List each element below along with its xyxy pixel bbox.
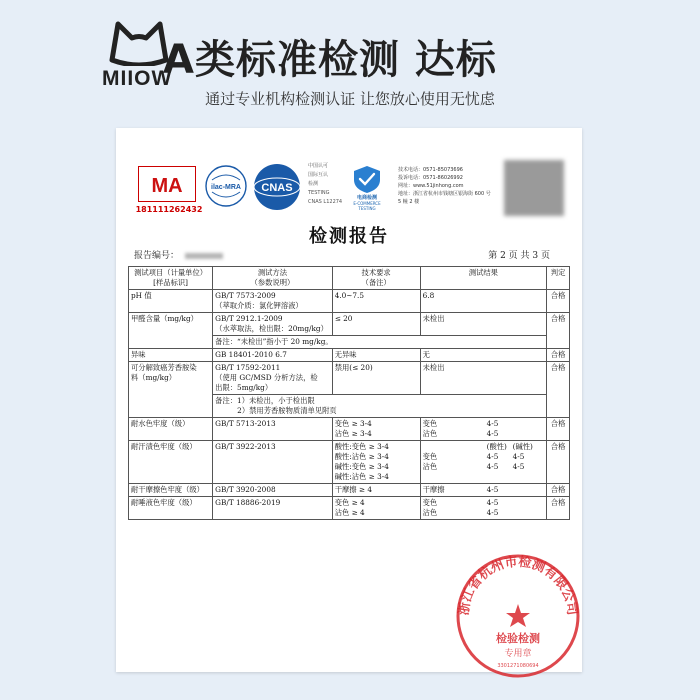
cma-certificate bbox=[134, 166, 203, 218]
cell-verdict: 合格 bbox=[547, 313, 570, 349]
cell-verdict: 合格 bbox=[547, 497, 570, 520]
cell-item: pH 值 bbox=[129, 290, 213, 313]
ecommerce-sub: E-COMMERCE TESTING bbox=[353, 201, 381, 211]
cell-requirement: 4.0~7.5 bbox=[332, 290, 420, 313]
contact-line: 地址：浙江省杭州市钱塘区银海街 600 号 bbox=[398, 191, 491, 197]
cma-icon bbox=[139, 167, 195, 201]
cma-text: MA bbox=[151, 175, 183, 197]
cell-requirement: 酸性:变色 ≥ 3-4 酸性:沾色 ≥ 3-4 碱性:变色 ≥ 3-4 碱性:沾色 ≥ 3-4 bbox=[332, 441, 420, 484]
header-method: 测试方法 （参数说明） bbox=[213, 267, 333, 290]
seal-inner-sub: 专用章 bbox=[504, 649, 532, 659]
seal-star-icon bbox=[506, 604, 530, 627]
ecommerce-testing-logo bbox=[346, 164, 388, 212]
cnas-caption bbox=[308, 162, 342, 207]
contact-line: 投诉电话：0571-86026992 bbox=[398, 175, 463, 181]
official-seal bbox=[454, 552, 582, 680]
contact-line: 技术电话：0571-85073696 bbox=[398, 167, 463, 173]
cma-logo bbox=[138, 166, 196, 202]
seal-serial: 3301271080694 bbox=[497, 663, 539, 669]
cnas-caption-line: TESTING bbox=[308, 190, 330, 196]
report-number bbox=[134, 248, 223, 261]
cnas-caption-line: 中国认可 bbox=[308, 163, 329, 169]
table-row bbox=[129, 362, 570, 395]
cell-verdict: 合格 bbox=[547, 441, 570, 484]
cell-item: 耐水色牢度（级） bbox=[129, 418, 213, 441]
cell-verdict: 合格 bbox=[547, 349, 570, 362]
seal-ring-textpath: 浙江省杭州市检测有限公司 bbox=[456, 554, 580, 617]
brand-name: MIIOW bbox=[102, 67, 173, 90]
cell-result: 干摩擦 4-5 bbox=[420, 484, 547, 497]
cell-method: GB/T 5713-2013 bbox=[213, 418, 333, 441]
header-item: 测试项目（计量单位） [样品标识] bbox=[129, 267, 213, 290]
cell-result: (酸性) (碱性) 变色 4-5 4-5 沾色 4-5 4-5 bbox=[420, 441, 547, 484]
cell-note: 备注：1）未检出，小于检出限 2）禁用芳香胺物质清单见附页 bbox=[213, 395, 547, 418]
cell-requirement: 干摩擦 ≥ 4 bbox=[332, 484, 420, 497]
cell-result: 未检出 bbox=[420, 313, 547, 336]
shield-check-icon bbox=[346, 164, 388, 194]
ecommerce-label: 电商检测 bbox=[356, 195, 377, 201]
cell-requirement: 变色 ≥ 4 沾色 ≥ 4 bbox=[332, 497, 420, 520]
cell-item: 可分解致癌芳香胺染 料（mg/kg） bbox=[129, 362, 213, 418]
ilac-text: ilac-MRA bbox=[211, 184, 241, 191]
cell-method: GB/T 3922-2013 bbox=[213, 441, 333, 484]
qr-code bbox=[504, 160, 564, 216]
cell-verdict: 合格 bbox=[547, 418, 570, 441]
table-row bbox=[129, 497, 570, 520]
cnas-text: CNAS bbox=[261, 182, 293, 194]
contact-line: 网址：www.51jinhong.com bbox=[398, 183, 464, 189]
report-title: 检测报告 bbox=[309, 226, 389, 247]
cell-item: 耐唾液色牢度（级） bbox=[129, 497, 213, 520]
seal-inner-text: 检验检测 bbox=[496, 632, 540, 645]
cat-logo-icon bbox=[108, 20, 170, 66]
hero-title-text: 类标准检测 达标 bbox=[194, 37, 497, 83]
cnas-caption-line: 国际互认 bbox=[308, 172, 329, 178]
results-table bbox=[128, 266, 570, 520]
cell-requirement: 禁用(≤ 20) bbox=[332, 362, 420, 395]
report-paper bbox=[116, 128, 582, 672]
table-row bbox=[129, 313, 570, 336]
cell-item: 耐干摩擦色牢度（级） bbox=[129, 484, 213, 497]
hero-title bbox=[163, 28, 497, 85]
cell-result: 无 bbox=[420, 349, 547, 362]
cell-item: 耐汗渍色牢度（级） bbox=[129, 441, 213, 484]
cell-method: GB/T 7573-2009 （萃取介质：氯化钾溶液） bbox=[213, 290, 333, 313]
cell-method: GB/T 18886-2019 bbox=[213, 497, 333, 520]
cell-requirement: 无异味 bbox=[332, 349, 420, 362]
contact-line: 5 幢 2 楼 bbox=[398, 199, 420, 205]
hero-title-letter: A bbox=[163, 37, 195, 83]
header-requirement: 技术要求 （备注） bbox=[332, 267, 420, 290]
report-number-label: 报告编号： bbox=[134, 251, 180, 261]
table-row bbox=[129, 441, 570, 484]
cell-requirement: ≤ 20 bbox=[332, 313, 420, 336]
cell-note: 备注：“未检出”指小于 20 mg/kg。 bbox=[213, 336, 547, 349]
table-row bbox=[129, 418, 570, 441]
table-row bbox=[129, 290, 570, 313]
certification-row bbox=[128, 158, 572, 218]
table-row bbox=[129, 484, 570, 497]
cell-item: 甲醛含量（mg/kg） bbox=[129, 313, 213, 349]
cell-item: 异味 bbox=[129, 349, 213, 362]
cma-number: 181111262432 bbox=[135, 205, 203, 214]
cell-result: 未检出 bbox=[420, 362, 547, 395]
report-number-redacted bbox=[185, 253, 223, 259]
cell-verdict: 合格 bbox=[547, 362, 570, 418]
cell-method: GB/T 3920-2008 bbox=[213, 484, 333, 497]
cell-result: 6.8 bbox=[420, 290, 547, 313]
cell-result: 变色 4-5 沾色 4-5 bbox=[420, 418, 547, 441]
cell-verdict: 合格 bbox=[547, 484, 570, 497]
hero-subtitle: 通过专业机构检测认证 让您放心使用无忧虑 bbox=[205, 90, 495, 108]
cell-method: GB 18401-2010 6.7 bbox=[213, 349, 333, 362]
cell-result: 变色 4-5 沾色 4-5 bbox=[420, 497, 547, 520]
ilac-mra-icon bbox=[204, 164, 248, 208]
cnas-icon bbox=[252, 162, 302, 212]
header-verdict: 判定 bbox=[547, 267, 570, 290]
cell-verdict: 合格 bbox=[547, 290, 570, 313]
cell-requirement: 变色 ≥ 3-4 沾色 ≥ 3-4 bbox=[332, 418, 420, 441]
cell-method: GB/T 17592-2011 （使用 GC/MSD 分析方法，检 出限：5mg/kg） bbox=[213, 362, 333, 395]
cell-method: GB/T 2912.1-2009 （水萃取法，检出限：20mg/kg） bbox=[213, 313, 333, 336]
table-header-row bbox=[129, 267, 570, 290]
cnas-caption-line: CNAS L12274 bbox=[308, 199, 343, 205]
cnas-caption-line: 检测 bbox=[308, 181, 319, 187]
page-info: 第 2 页 共 3 页 bbox=[488, 251, 550, 261]
contact-info bbox=[398, 166, 491, 206]
table-row bbox=[129, 349, 570, 362]
header-result: 测试结果 bbox=[420, 267, 547, 290]
